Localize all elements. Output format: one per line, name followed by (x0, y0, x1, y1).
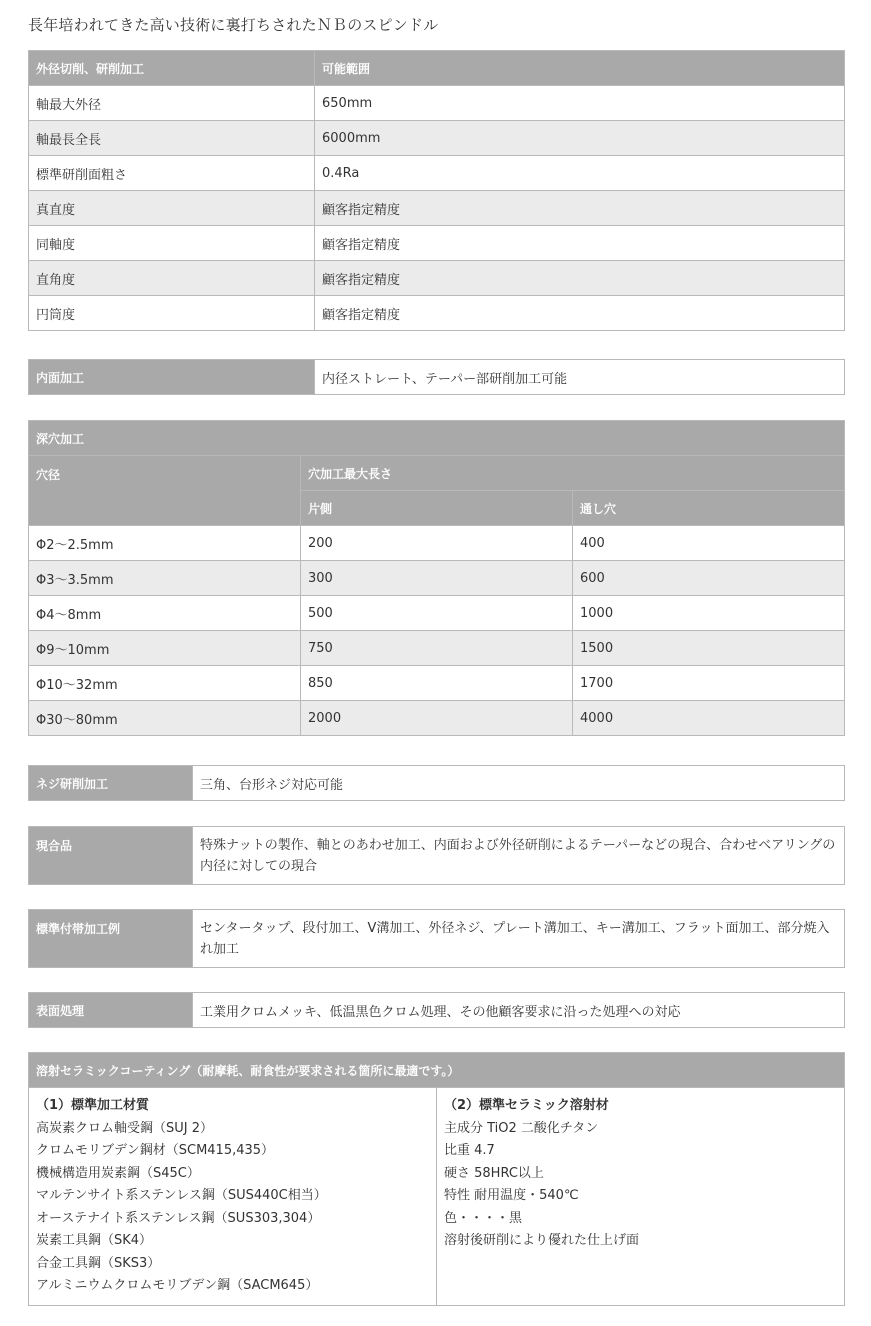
table-cell: 650mm (315, 86, 845, 121)
outer-header-range: 可能範囲 (315, 51, 845, 86)
table-cell: Φ3～3.5mm (29, 561, 301, 596)
ceramic-title: 溶射セラミックコーティング（耐摩耗、耐食性が要求される箇所に最適です。） (29, 1053, 845, 1088)
ceramic-spray-heading: （2）標準セラミック溶射材 (444, 1098, 609, 1113)
ceramic-coating-table (28, 1052, 845, 1306)
table-cell: 200 (301, 526, 573, 561)
table-cell: 500 (301, 596, 573, 631)
list-item: 主成分 TiO2 二酸化チタン (444, 1120, 599, 1136)
thread-value: 三角、台形ネジ対応可能 (193, 766, 845, 801)
table-cell: 標準研削面粗さ (29, 156, 315, 191)
table-cell: 顧客指定精度 (315, 261, 845, 296)
surface-value: 工業用クロムメッキ、低温黒色クロム処理、その他顧客要求に沿った処理への対応 (193, 993, 845, 1028)
list-item: 機械構造用炭素鋼（S45C） (36, 1165, 200, 1181)
table-cell: 直角度 (29, 261, 315, 296)
ceramic-materials (29, 1088, 437, 1306)
list-item: 合金工具鋼（SKS3） (36, 1255, 161, 1271)
list-item: 炭素工具鋼（SK4） (36, 1233, 153, 1248)
outer-header-label: 外径切削、研削加工 (29, 51, 315, 86)
standard-label: 標準付帯加工例 (29, 910, 193, 968)
outer-machining-table (28, 50, 845, 331)
deep-sub-through: 通し穴 (573, 491, 845, 526)
table-cell: 真直度 (29, 191, 315, 226)
list-item: 色・・・・黒 (444, 1210, 523, 1226)
intro-heading: 長年培われてきた高い技術に裏打ちされたＮＢのスピンドル (28, 16, 439, 34)
list-item: クロムモリブデン鋼材（SCM415,435） (36, 1143, 275, 1158)
list-item: 硬さ 58HRC以上 (444, 1165, 544, 1181)
table-cell: 6000mm (315, 121, 845, 156)
deep-hole-table (28, 420, 845, 736)
table-cell: Φ4～8mm (29, 596, 301, 631)
list-item: アルミニウムクロムモリブデン鋼（SACM645） (36, 1278, 319, 1293)
table-cell: Φ10～32mm (29, 666, 301, 701)
standard-value: センタータップ、段付加工、V溝加工、外径ネジ、プレート溝加工、キー溝加工、フラット面加工、部分焼入れ加工 (193, 910, 845, 968)
thread-label: ネジ研削加工 (29, 766, 193, 801)
surface-label: 表面処理 (29, 993, 193, 1028)
table-cell: 顧客指定精度 (315, 296, 845, 331)
list-item: 特性 耐用温度・540℃ (444, 1188, 579, 1203)
table-cell: 0.4Ra (315, 156, 845, 191)
match-label: 現合品 (29, 827, 193, 885)
table-cell: 300 (301, 561, 573, 596)
thread-grinding-table (28, 765, 845, 801)
matching-table (28, 826, 845, 885)
table-cell: 1000 (573, 596, 845, 631)
inner-label: 内面加工 (29, 360, 315, 395)
table-cell: 1700 (573, 666, 845, 701)
table-cell: 750 (301, 631, 573, 666)
surface-treatment-table (28, 992, 845, 1028)
list-item: 高炭素クロム軸受鋼（SUJ 2） (36, 1120, 214, 1136)
table-cell: Φ9～10mm (29, 631, 301, 666)
table-cell: 軸最長全長 (29, 121, 315, 156)
table-cell: Φ30～80mm (29, 701, 301, 736)
table-cell: 同軸度 (29, 226, 315, 261)
list-item: オーステナイト系ステンレス鋼（SUS303,304） (36, 1210, 321, 1226)
list-item: マルテンサイト系ステンレス鋼（SUS440C相当） (36, 1188, 327, 1203)
table-cell: 850 (301, 666, 573, 701)
table-cell: 円筒度 (29, 296, 315, 331)
table-cell: 400 (573, 526, 845, 561)
standard-processing-table (28, 909, 845, 968)
ceramic-spray-materials (437, 1088, 845, 1306)
table-cell: 軸最大外径 (29, 86, 315, 121)
inner-value: 内径ストレート、テーパー部研削加工可能 (315, 360, 845, 395)
list-item: 比重 4.7 (444, 1143, 495, 1158)
table-cell: Φ2～2.5mm (29, 526, 301, 561)
inner-machining-table (28, 359, 845, 395)
deep-title: 深穴加工 (29, 421, 845, 456)
deep-col-diameter: 穴径 (29, 456, 301, 526)
ceramic-materials-heading: （1）標準加工材質 (36, 1098, 150, 1113)
table-cell: 2000 (301, 701, 573, 736)
match-value: 特殊ナットの製作、軸とのあわせ加工、内面および外径研削によるテーパーなどの現合、合わせベアリングの内径に対しての現合 (193, 827, 845, 885)
deep-col-length: 穴加工最大長さ (301, 456, 845, 491)
deep-sub-one-side: 片側 (301, 491, 573, 526)
table-cell: 600 (573, 561, 845, 596)
table-cell: 顧客指定精度 (315, 191, 845, 226)
list-item: 溶射後研削により優れた仕上げ面 (444, 1233, 640, 1248)
table-cell: 顧客指定精度 (315, 226, 845, 261)
table-cell: 1500 (573, 631, 845, 666)
table-cell: 4000 (573, 701, 845, 736)
